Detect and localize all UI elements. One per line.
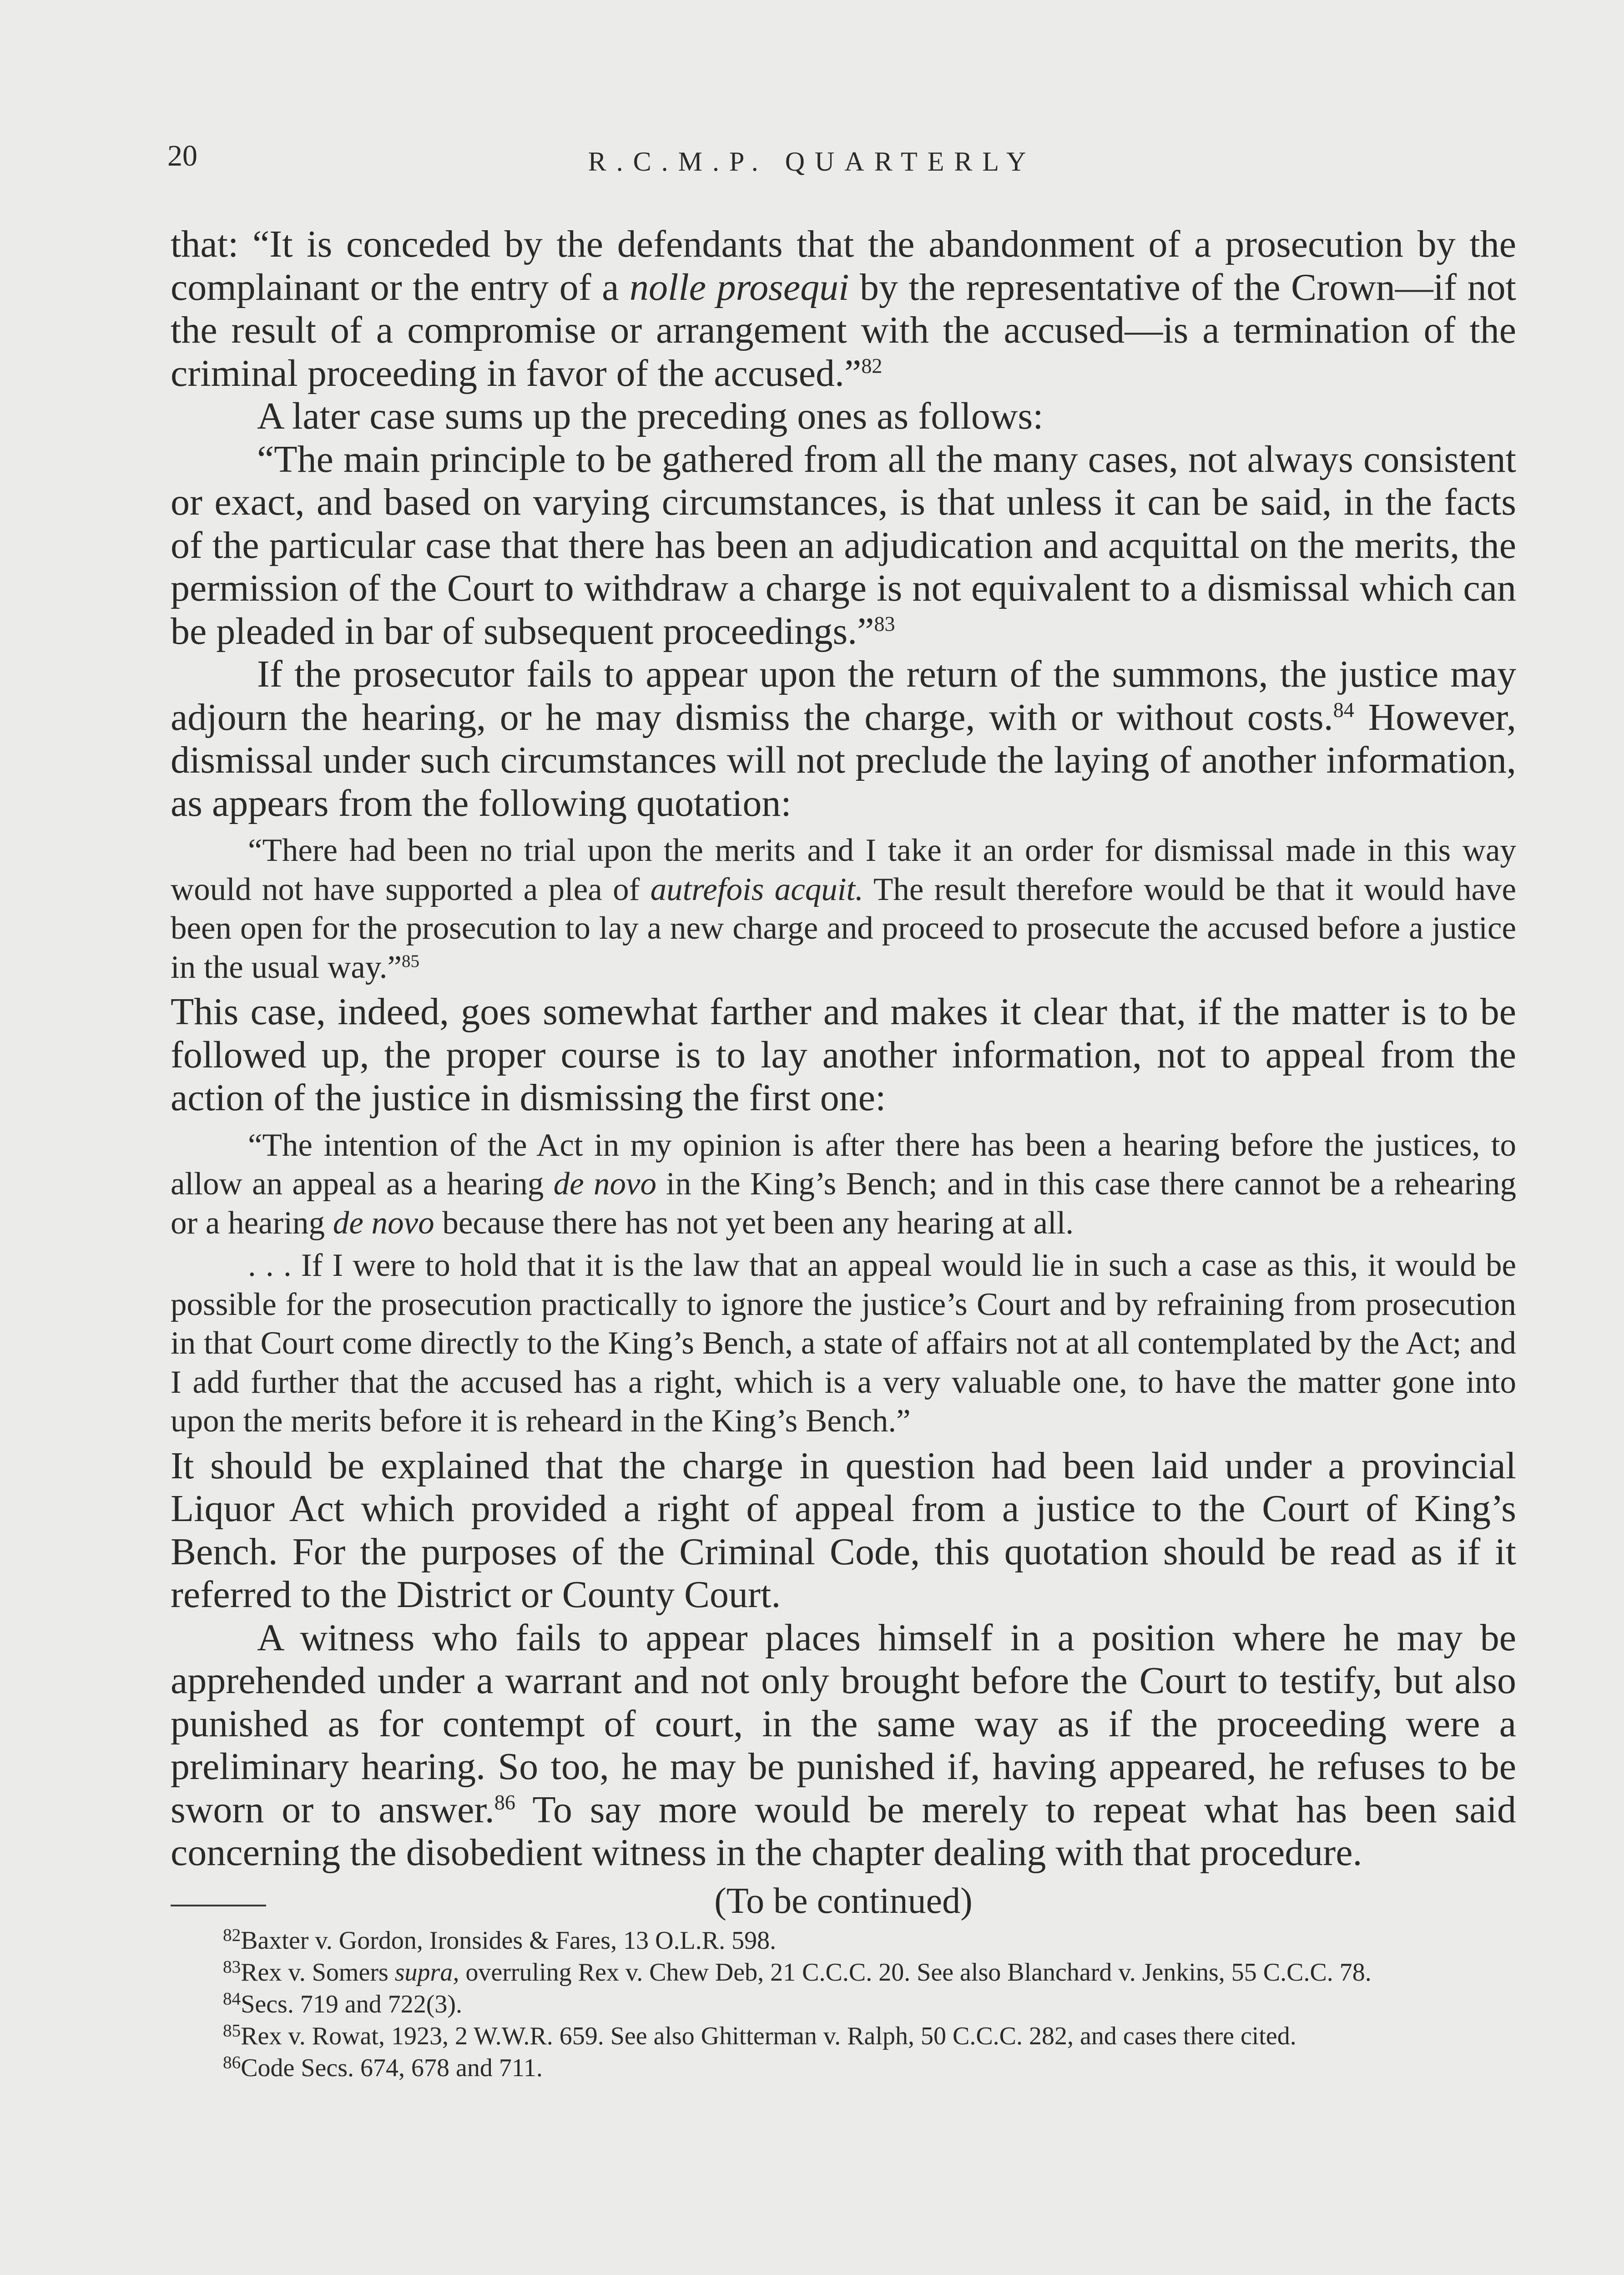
footnote-reference: 82 <box>861 354 883 377</box>
footnote-reference: 85 <box>402 951 420 971</box>
footnote-divider <box>171 1905 266 1906</box>
continued-note: (To be continued) <box>714 1881 973 1921</box>
block-quote: . . . If I were to hold that it is the law that an appeal would lie in such a case as this, it would be possible for the prosecution practically to ignore the justice’s Court and by refraining from prosecution in that Court come directly to the King’s Bench, a state of affairs not at all contemplated by the Act; and I add further that the accused has a right, which is a very valuable one, to have the matter gone into upon the merits before it is reheard in the King’s Bench.” <box>171 1248 1516 1439</box>
paragraph: If the prosecutor fails to appear upon the return of the summons, the justice may adjourn the hearing, or he may dismiss the charge, with or without costs.$^{84}$ However, dismissal under such circumstances will not preclude the laying of another information, as appears from the following quotation: <box>171 653 1517 824</box>
article-body <box>171 223 1516 2084</box>
paragraph: “The main principle to be gathered from all the many cases, not always consistent or exact, and based on varying circumstances, is that unless it can be said, in the facts of the particular case that there has been an adjudication and acquittal on the merits, the permission of the Court to withdraw a charge is not equivalent to a dismissal which can be pleaded in bar of subsequent proceedings.”$^{83}$ <box>171 438 1516 652</box>
paragraph: that: “It is conceded by the defendants that the abandonment of a prosecution by the complainant or the entry of a nolle prosequi by the representative of the Crown—if not the result of a compromise or arrangement with the accused—is a termination of the criminal proceeding in favor of the accused.”$^{82}$ <box>171 223 1517 394</box>
footnote: $^{84}$Secs. 719 and 722(3). <box>223 1988 462 2018</box>
block-quote: “There had been no trial upon the merits and I take it an order for dismissal made in this way would not have supported a plea of autrefois acquit. The result therefore would be that it would have been open for the prosecution to lay a new charge and proceed to prosecute the accused before a justice in the usual way.”$^{85}$ <box>171 833 1516 985</box>
footnote: $^{86}$Code Secs. 674, 678 and 711. <box>223 2052 543 2082</box>
block-quote: “The intention of the Act in my opinion is after there has been a hearing before the justices, to allow an appeal as a hearing de novo in the King’s Bench; and in this case there cannot be a rehearing or a hearing de novo because there has not yet been any hearing at all. <box>171 1127 1516 1241</box>
footnotes <box>171 1925 1516 2084</box>
paragraph: A witness who fails to appear places himself in a position where he may be apprehended under a warrant and not only brought before the Court to testify, but also punished as for contempt of court, in the same way as if the proceeding were a preliminary hearing. So too, he may be punished if, having appeared, he refuses to be sworn or to answer.$^{86}$ To say more would be merely to repeat what has been said concerning the disobedient witness in the chapter dealing with that procedure. <box>171 1616 1516 1874</box>
page-number: 20 <box>167 139 197 172</box>
footnote-reference: 86 <box>494 1790 515 1814</box>
running-title: R.C.M.P. QUARTERLY <box>588 147 1036 177</box>
paragraph: A later case sums up the preceding ones as follows: <box>257 395 1044 437</box>
footnote: $^{82}$Baxter v. Gordon, Ironsides & Fares, 13 O.L.R. 598. <box>223 1925 777 1955</box>
footnote-reference: 83 <box>874 612 895 635</box>
paragraph: It should be explained that the charge in question had been laid under a provincial Liquor Act which provided a right of appeal from a justice to the Court of King’s Bench. For the purposes of the Criminal Code, this quotation should be read as if it referred to the District or County Court. <box>171 1444 1516 1616</box>
footnote: $^{85}$Rex v. Rowat, 1923, 2 W.W.R. 659. See also Ghitterman v. Ralph, 50 C.C.C. 282, and cases there cited. <box>223 2020 1296 2050</box>
footnote: $^{83}$Rex v. Somers supra, overruling Rex v. Chew Deb, 21 C.C.C. 20. See also Blanchard v. Jenkins, 55 C.C.C. 78. <box>223 1956 1372 1987</box>
footnote-reference: 84 <box>1333 698 1354 721</box>
paragraph: This case, indeed, goes somewhat farther and makes it clear that, if the matter is to be followed up, the proper course is to lay another information, not to appeal from the action of the justice in dismissing the first one: <box>171 991 1516 1119</box>
